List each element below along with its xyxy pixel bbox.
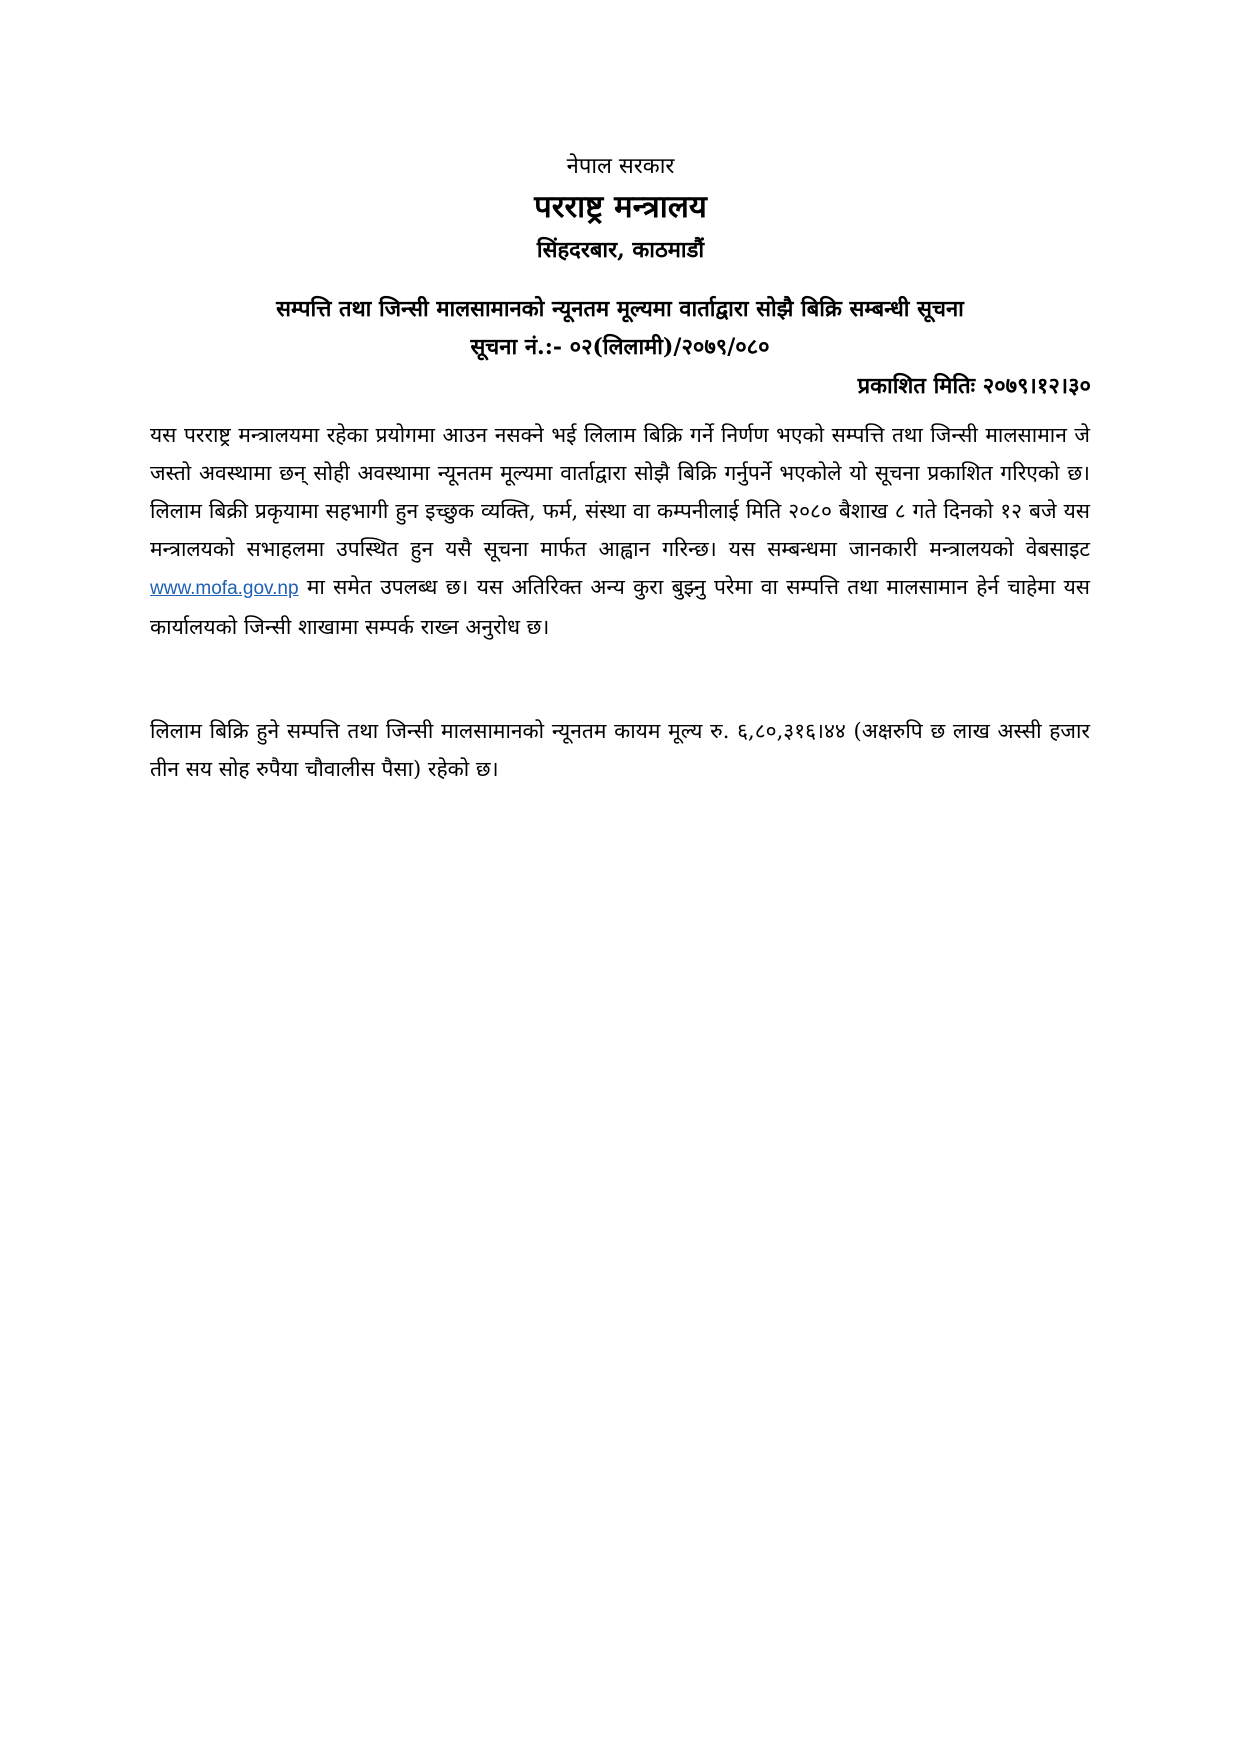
body-paragraph-1: [150, 416, 1090, 646]
notice-number: सूचना नं.:- ०२(लिलामी)/२०७९/०८०: [470, 334, 770, 360]
body-paragraph-1-text-b: मा समेत उपलब्ध छ। यस अतिरिक्त अन्य कुरा बुझ्नु परेमा वा सम्पत्ति तथा मालसामान हेर्न चाहेमा यस कार्यालयको जिन्सी शाखामा सम्पर्क राख्न अनुरोध छ।: [150, 575, 1090, 639]
notice-title: सम्पत्ति तथा जिन्सी मालसामानको न्यूनतम मूल्यमा वार्ताद्वारा सोझै बिक्रि सम्बन्धी सूचना: [276, 296, 964, 322]
letterhead: [0, 150, 1241, 270]
published-date: प्रकाशित मितिः २०७९।१२।३०: [857, 373, 1091, 399]
government-name: नेपाल सरकार: [566, 154, 675, 179]
ministry-name: परराष्ट्र मन्त्रालय: [534, 189, 707, 225]
ministry-address: सिंहदरबार, काठमाडौं: [536, 237, 705, 263]
body-paragraph-1-text-a: यस परराष्ट्र मन्त्रालयमा रहेका प्रयोगमा आउन नसक्ने भई लिलाम बिक्रि गर्ने निर्णण भएको सम्पत्ति तथा जिन्सी मालसामान जे जस्तो अवस्थामा छन् सोही अवस्थामा न्यूनतम मूल्यमा वार्ताद्वारा सोझै बिक्रि गर्नुपर्ने भएकोले यो सूचना प्रकाशित गरिएको छ। लिलाम बिक्री प्रकृयामा सहभागी हुन इच्छुक व्यक्ति, फर्म, संस्था वा कम्पनीलाई मिति २०८० बैशाख ८ गते दिनको १२ बजे यस मन्त्रालयको सभाहलमा उपस्थित हुन यसै सूचना मार्फत आह्वान गरिन्छ। यस सम्बन्धमा जानकारी मन्त्रालयको वेबसाइट: [150, 423, 1090, 561]
website-link[interactable]: www.mofa.gov.np: [150, 578, 299, 599]
body-paragraph-2: लिलाम बिक्रि हुने सम्पत्ति तथा जिन्सी मालसामानको न्यूनतम कायम मूल्य रु. ६,८०,३१६।४४ (अक्षरुपि छ लाख अस्सी हजार तीन सय सोह रुपैया चौवालीस पैसा) रहेको छ।: [150, 719, 1090, 781]
